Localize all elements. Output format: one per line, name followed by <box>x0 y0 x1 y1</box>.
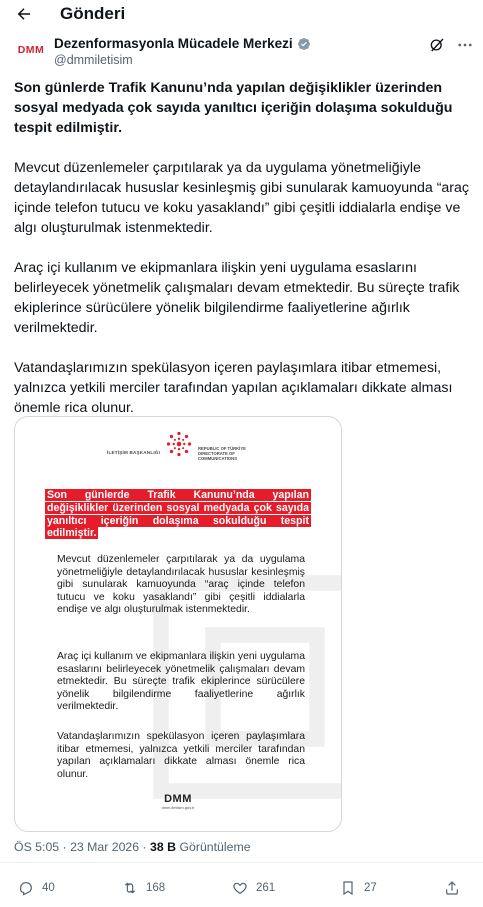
post-author <box>14 36 470 70</box>
share-button[interactable] <box>444 880 468 896</box>
logo-left-text: İLETİŞİM BAŞKANLIĞI <box>107 450 161 455</box>
verified-badge-icon <box>297 37 311 51</box>
like-button[interactable] <box>232 880 275 896</box>
bookmark-icon <box>340 880 356 896</box>
meta-separator: · <box>59 840 71 854</box>
top-bar <box>0 0 483 30</box>
post-image[interactable] <box>14 416 342 832</box>
logo-right-text: REPUBLIC OF TÜRKİYE DIRECTORATE OF COMMUNICATIONS <box>198 446 246 461</box>
avatar[interactable]: DMM <box>17 44 45 56</box>
more-options-icon[interactable] <box>456 36 474 54</box>
post-lead: Son günlerde Trafik Kanunu’nda yapılan değişiklikler üzerinden sosyal medyada çok sayıda yanıltıcı içeriğin dolaşıma sokulduğu tespit edilmiştir. <box>14 80 453 136</box>
media-footer-logo <box>158 794 198 810</box>
post-date[interactable]: 23 Mar 2026 <box>70 840 140 854</box>
author-handle: @dmmiletisim <box>54 53 133 67</box>
author-name[interactable] <box>54 36 311 51</box>
post-time[interactable]: ÖS 5:05 <box>14 840 60 854</box>
divider <box>0 862 483 863</box>
author-name-text: Dezenformasyonla Mücadele Merkezi <box>54 36 293 51</box>
post-paragraph: Araç içi kullanım ve ekipmanlara ilişkin yeni uygulama esaslarını belirleyecek yönetmelik çalışmaları devam etmektedir. Bu süreçte trafik ekiplerince sürücülere yönelik bilgilendirme faaliyetlerine ağırlık verilmektedir. <box>14 260 460 336</box>
reply-icon <box>18 880 34 896</box>
media-footer-url: dmm.iletisim.gov.tr <box>161 805 195 810</box>
post-meta <box>14 840 251 854</box>
bookmark-count: 27 <box>364 882 377 894</box>
media-lead-text: Son günlerde Trafik Kanunu’nda yapılan değişiklikler üzerinden sosyal medyada çok sayıda yanıltıcı içeriğin dolaşıma sokulduğu tespit edilmiştir. <box>47 489 309 540</box>
media-logos <box>15 427 341 483</box>
retweet-button[interactable] <box>122 880 165 896</box>
media-paragraph: Araç içi kullanım ve ekipmanlara ilişkin yeni uygulama esaslarını belirleyecek yönetmelik çalışmaları devam etmektedir. Bu süreçte trafik ekiplerince sürücülere yönelik bilgilendirme faaliyetlerine ağırlık verilmektedir. <box>57 651 305 713</box>
post-paragraph: Mevcut düzenlemeler çarpıtılarak ya da uygulama yönetmeliğiyle detaylandırılacak hususlar kesinleşmiş gibi sunularak kamuoyunda “araç içinde telefon tutucu ve koku yasaklandı” gibi çeşitli iddialarla endişe ve algı oluşturulmak istenmektedir. <box>14 160 470 236</box>
retweet-icon <box>122 880 138 896</box>
arrow-left-icon <box>15 5 33 23</box>
media-paragraph: Mevcut düzenlemeler çarpıtılarak ya da uygulama yönetmeliğiyle detaylandırılacak hususlar kesinleşmiş gibi sunularak kamuoyunda “araç içinde telefon tutucu ve koku yasaklandı” gibi çeşitli iddialarla endişe ve algı oluşturulmak istenmektedir. <box>57 554 305 616</box>
back-button[interactable] <box>14 4 34 24</box>
grok-icon[interactable] <box>428 36 446 54</box>
reply-count: 40 <box>42 882 55 894</box>
post-text <box>14 78 470 438</box>
announcement-graphic <box>15 417 341 831</box>
page-title: Gönderi <box>60 4 126 23</box>
meta-separator: · <box>139 840 151 854</box>
like-count: 261 <box>256 882 276 894</box>
share-icon <box>444 880 460 896</box>
media-footer-mark: DMM <box>164 793 192 805</box>
post-paragraph: Vatandaşlarımızın spekülasyon içeren paylaşımlara itibar etmemesi, yalnızca yetkili merciler tarafından yapılan açıklamaları dikkate alması önemle rica olunur. <box>14 360 453 416</box>
heart-icon <box>232 880 248 896</box>
action-bar <box>0 880 483 900</box>
media-lead <box>45 489 311 540</box>
views-count: 38 B <box>150 840 177 854</box>
reply-button[interactable] <box>18 880 55 896</box>
directorate-emblem-icon <box>164 429 194 459</box>
media-paragraph: Vatandaşlarımızın spekülasyon içeren paylaşımlara itibar etmemesi, yalnızca yetkili merciler tarafından yapılan açıklamaları dikkate alması önemle rica olunur. <box>57 731 305 780</box>
bookmark-count-group[interactable] <box>340 880 377 896</box>
retweet-count: 168 <box>146 882 166 894</box>
views-label: Görüntüleme <box>176 840 251 854</box>
